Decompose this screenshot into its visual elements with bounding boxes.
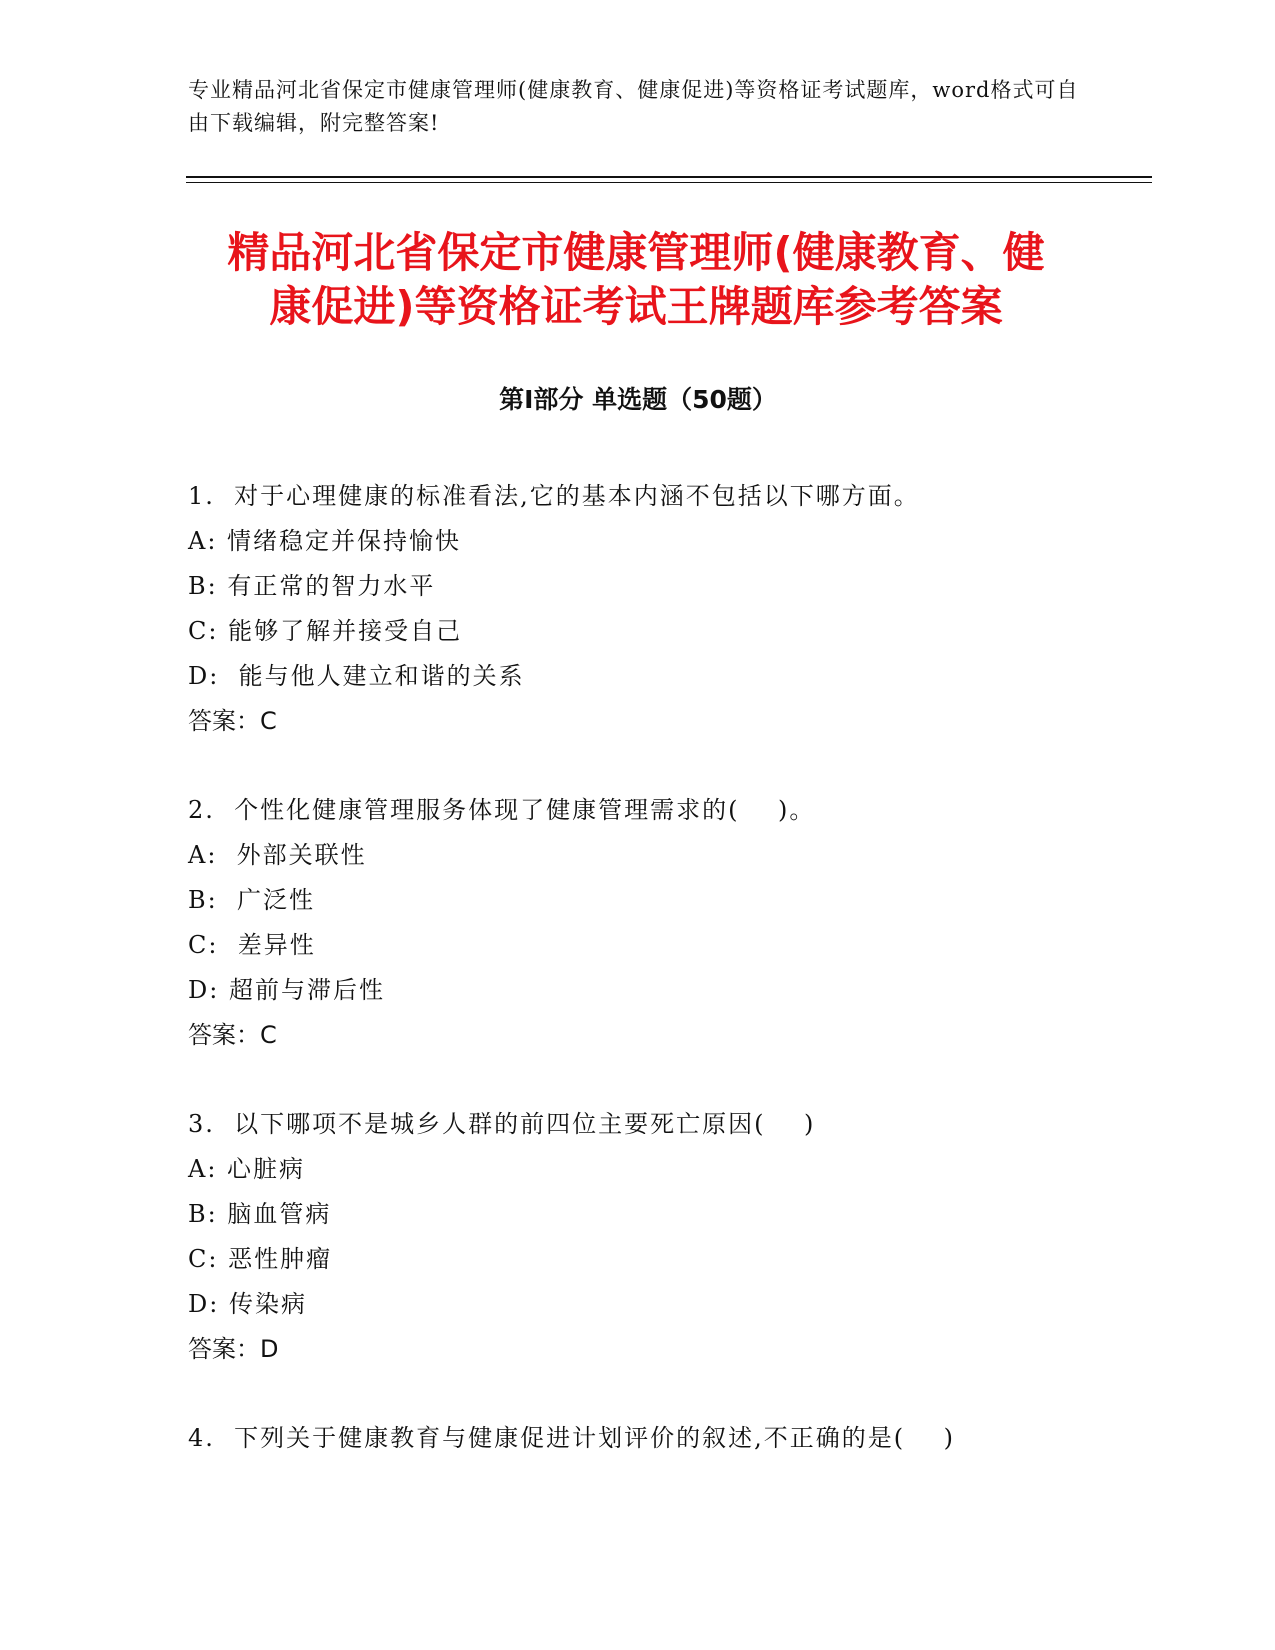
question-2: [188, 788, 1088, 1058]
question-1: [188, 474, 1088, 744]
option-a: A: 心脏病: [188, 1155, 306, 1183]
option-b: B: 脑血管病: [188, 1200, 332, 1228]
option-a: A: 情绪稳定并保持愉快: [188, 527, 462, 555]
question-list: [188, 474, 1088, 1505]
document-title: [176, 226, 1096, 334]
question-stem: 2. 个性化健康管理服务体现了健康管理需求的( )。: [188, 796, 816, 824]
option-d: D: 传染病: [188, 1290, 307, 1318]
option-b: B: 有正常的智力水平: [188, 572, 436, 600]
option-d: D: 超前与滞后性: [188, 976, 385, 1004]
option-d: D: 能与他人建立和谐的关系: [188, 662, 525, 690]
header-divider-thick: [186, 176, 1152, 178]
document-title-line-2: 康促进)等资格证考试王牌题库参考答案: [269, 282, 1003, 331]
question-stem: 3. 以下哪项不是城乡人群的前四位主要死亡原因( ): [188, 1110, 816, 1138]
question-stem: 4. 下列关于健康教育与健康促进计划评价的叙述,不正确的是( ): [188, 1424, 956, 1452]
question-3: [188, 1102, 1088, 1372]
answer: 答案：C: [188, 707, 277, 735]
header-note: 专业精品河北省保定市健康管理师(健康教育、健康促进)等资格证考试题库，word格式可自由下载编辑，附完整答案!: [188, 78, 1079, 135]
answer: 答案：D: [188, 1335, 279, 1363]
header-divider-thin: [186, 182, 1152, 183]
section-title: 第Ⅰ部分 单选题（50题）: [499, 385, 777, 414]
answer: 答案：C: [188, 1021, 277, 1049]
question-stem: 1. 对于心理健康的标准看法,它的基本内涵不包括以下哪方面。: [188, 482, 920, 510]
option-c: C: 能够了解并接受自己: [188, 617, 463, 645]
option-c: C: 恶性肿瘤: [188, 1245, 333, 1273]
question-4: [188, 1416, 1088, 1461]
option-c: C: 差异性: [188, 931, 316, 959]
option-b: B: 广泛性: [188, 886, 315, 914]
document-title-line-1: 精品河北省保定市健康管理师(健康教育、健: [227, 228, 1045, 277]
option-a: A: 外部关联性: [188, 841, 367, 869]
